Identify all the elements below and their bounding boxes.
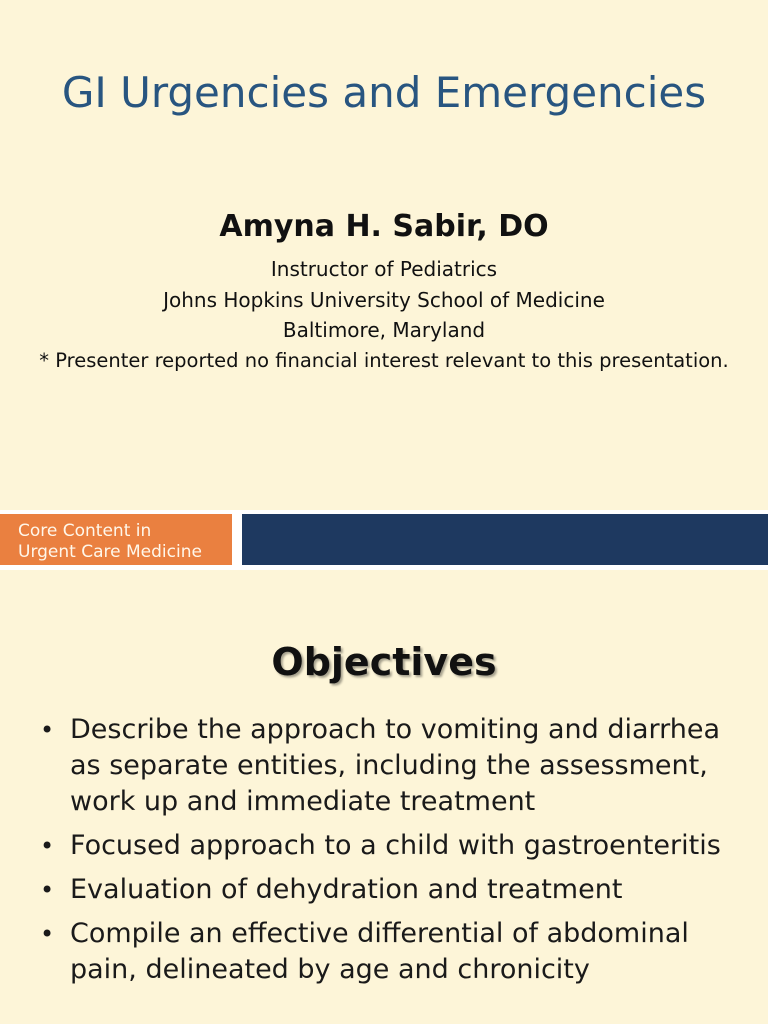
- list-item: [36, 712, 756, 820]
- objective-text: Compile an effective differential of abdominal pain, delineated by age and chronicity: [70, 918, 689, 985]
- disclaimer: * Presenter reported no financial interest relevant to this presentation.: [39, 348, 729, 372]
- list-item: [36, 872, 756, 908]
- objectives-slide: [0, 578, 768, 1024]
- banner-logo-block: [0, 514, 232, 565]
- list-item: [36, 916, 756, 988]
- course-banner: [0, 510, 768, 570]
- objective-text: Focused approach to a child with gastroenteritis: [70, 830, 721, 861]
- objective-text: Evaluation of dehydration and treatment: [70, 874, 623, 905]
- banner-logo-text: [18, 521, 202, 563]
- bullet-icon: •: [40, 716, 55, 744]
- presenter-location: Baltimore, Maryland: [282, 318, 486, 342]
- objectives-heading: Objectives: [271, 640, 497, 684]
- presenter-info: [0, 254, 768, 376]
- presenter-position: Instructor of Pediatrics: [270, 257, 498, 281]
- bullet-icon: •: [40, 920, 55, 948]
- presenter-institution: Johns Hopkins University School of Medicine: [163, 287, 605, 312]
- banner-line-1: Core Content in: [18, 521, 152, 541]
- list-item: [36, 828, 756, 864]
- banner-line-2: Urgent Care Medicine: [18, 542, 202, 562]
- title-slide: [0, 0, 768, 510]
- bullet-icon: •: [40, 832, 55, 860]
- objective-text: Describe the approach to vomiting and diarrhea as separate entities, including the assessment, work up and immediate treatment: [70, 714, 721, 817]
- bullet-icon: •: [40, 876, 55, 904]
- slide-title: GI Urgencies and Emergencies: [61, 68, 707, 117]
- objectives-list: [36, 712, 756, 996]
- presenter-name: Amyna H. Sabir, DO: [219, 209, 549, 244]
- banner-bar: [242, 514, 768, 565]
